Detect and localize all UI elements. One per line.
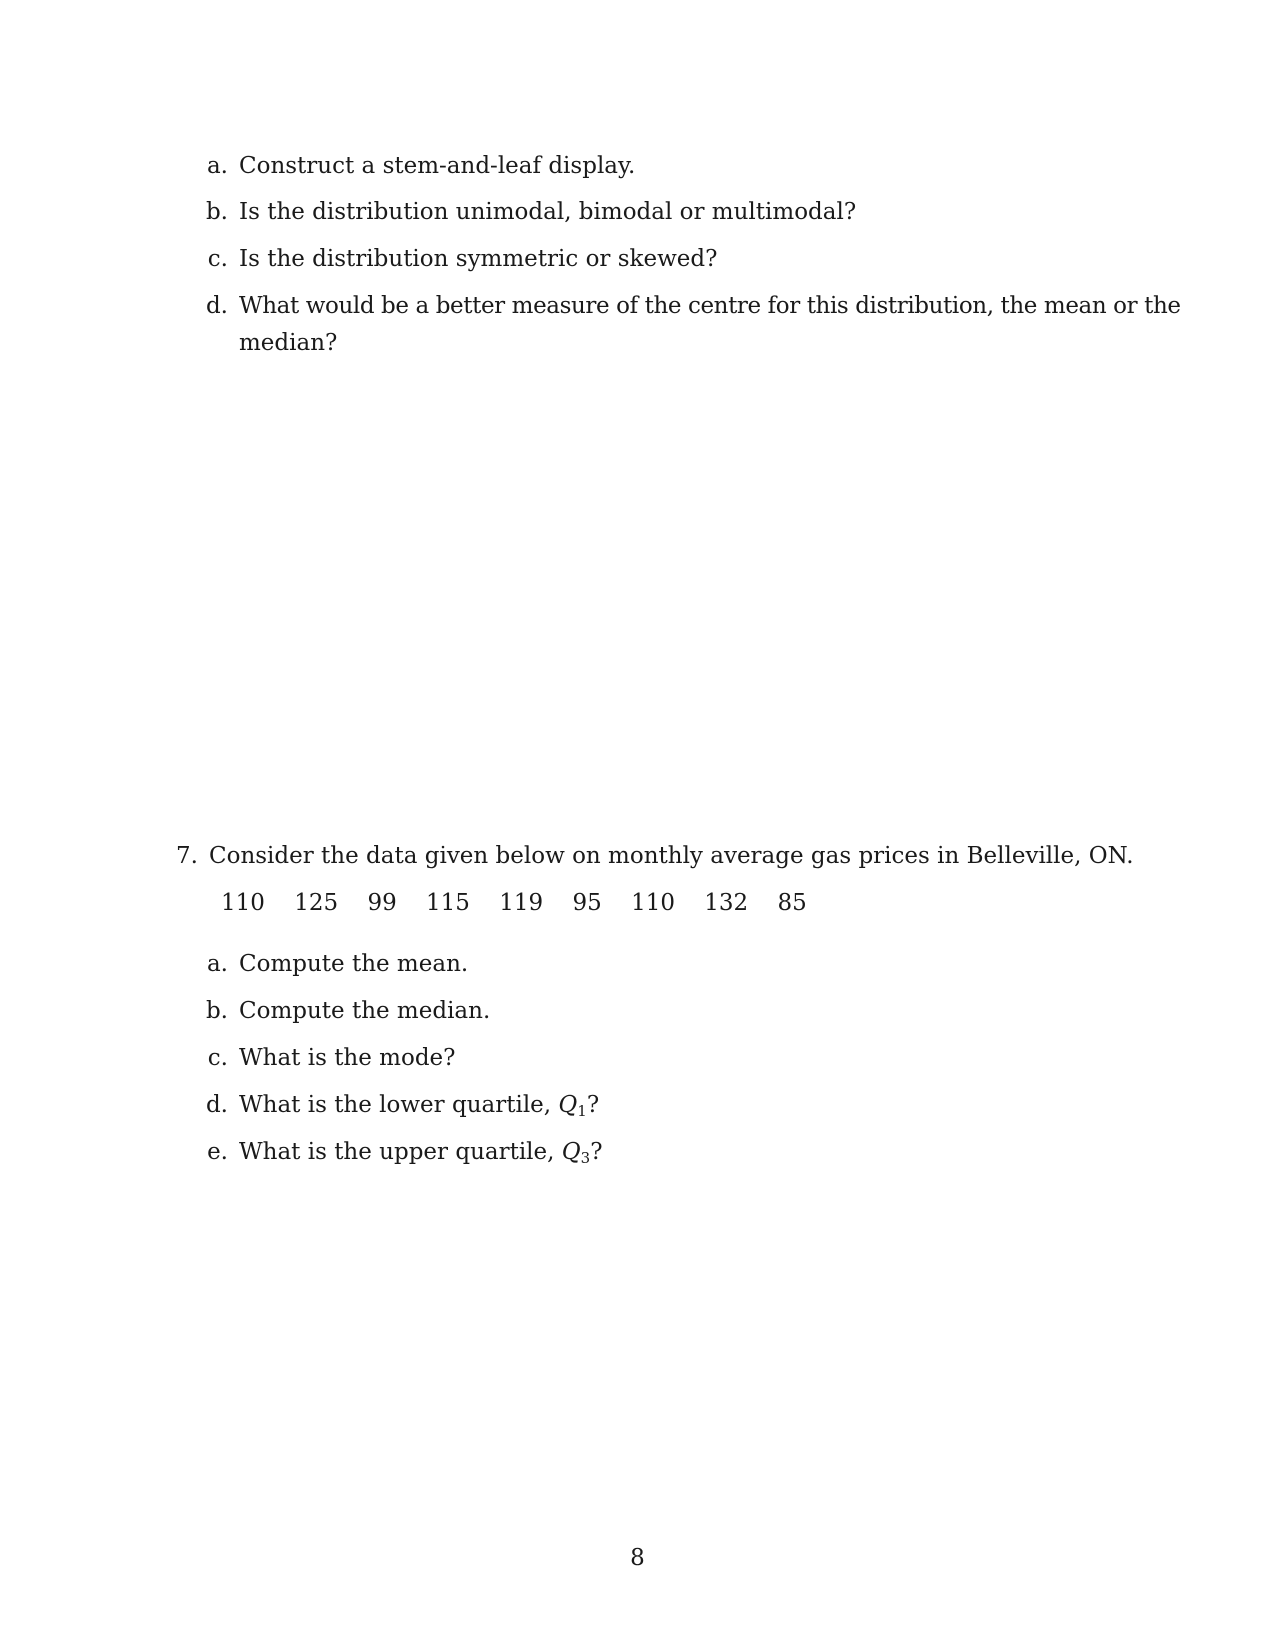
q3-variable: Q — [561, 1139, 581, 1165]
data-value: 132 — [704, 890, 749, 916]
question-7d-label: d. — [205, 1092, 228, 1118]
question-6a-text: Construct a stem-and-leaf display. — [239, 153, 636, 179]
question-6b-label: b. — [205, 199, 228, 225]
question-6d-text: What would be a better measure of the centre for this distribution, the mean or the — [239, 293, 1181, 319]
data-value: 115 — [426, 890, 470, 916]
question-7-prompt: Consider the data given below on monthly average gas prices in Belleville, ON. — [209, 843, 1134, 869]
question-7b-text: Compute the median. — [239, 998, 491, 1024]
question-6c-text: Is the distribution symmetric or skewed? — [239, 246, 718, 272]
data-value: 125 — [294, 890, 339, 916]
question-7c-label: c. — [207, 1045, 228, 1071]
question-7d-text — [239, 1092, 600, 1120]
question-7e-text-before: What is the upper quartile, — [239, 1139, 555, 1165]
question-7a-text: Compute the mean. — [239, 951, 469, 977]
question-6d-continuation-text: median? — [239, 330, 338, 356]
question-7d-text-after: ? — [586, 1092, 600, 1118]
data-value: 110 — [631, 890, 675, 916]
gas-price-data — [221, 890, 829, 916]
question-7e-label: e. — [207, 1139, 228, 1165]
q3-subscript: 3 — [580, 1149, 591, 1167]
question-6d-label: d. — [205, 293, 228, 319]
q1-variable: Q — [558, 1092, 578, 1118]
data-value: 85 — [777, 890, 807, 916]
q1-subscript: 1 — [577, 1102, 587, 1120]
page-number: 8 — [630, 1545, 645, 1571]
question-6b-text: Is the distribution unimodal, bimodal or multimodal? — [239, 199, 857, 225]
question-6a-label: a. — [206, 153, 228, 179]
question-6c-label: c. — [207, 246, 228, 272]
data-value: 110 — [221, 890, 265, 916]
data-value: 119 — [499, 890, 544, 916]
data-value: 95 — [572, 890, 602, 916]
question-7e-text — [239, 1139, 603, 1167]
question-7d-text-before: What is the lower quartile, — [239, 1092, 552, 1118]
data-value: 99 — [367, 890, 397, 916]
question-7b-label: b. — [205, 998, 228, 1024]
question-7-number: 7. — [176, 843, 198, 869]
question-7e-text-after: ? — [590, 1139, 603, 1165]
question-7c-text: What is the mode? — [239, 1045, 456, 1071]
question-7a-label: a. — [206, 951, 228, 977]
